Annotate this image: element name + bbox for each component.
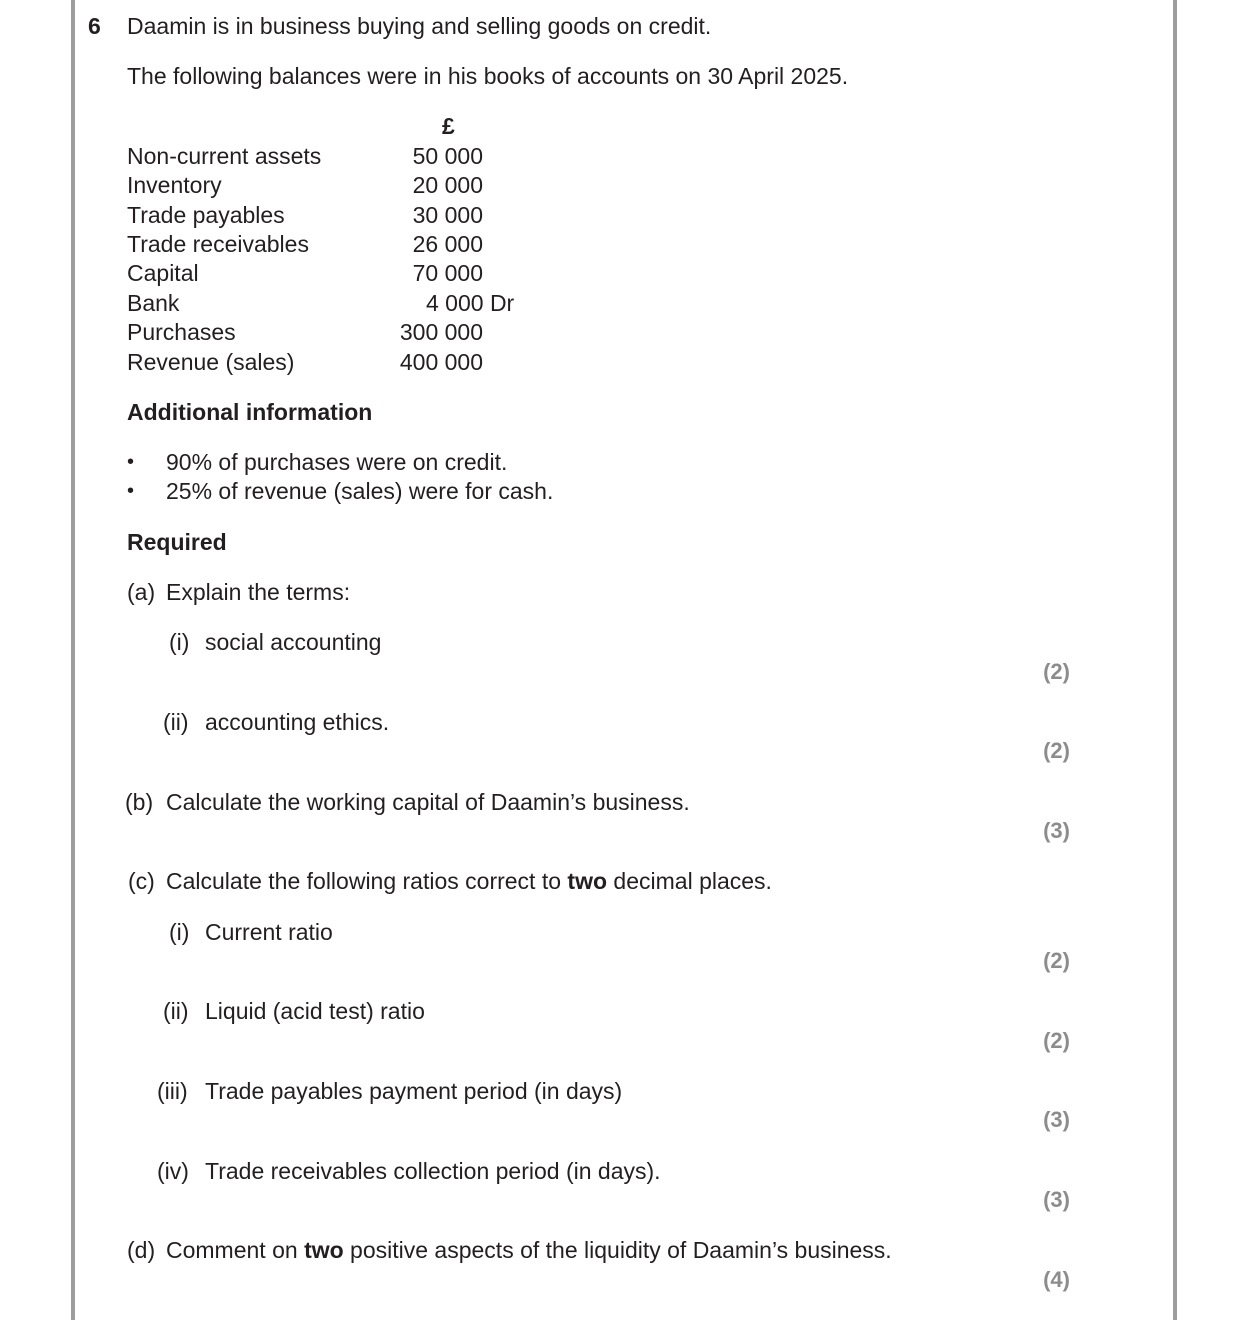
part-d-text-bold: two [304, 1237, 344, 1263]
part-c-ii-label: (ii) [163, 998, 189, 1024]
bullet-icon: • [127, 480, 135, 502]
part-c-i-label: (i) [169, 919, 190, 945]
part-b-marks: (3) [1043, 818, 1070, 843]
question-intro: Daamin is in business buying and selling goods on credit. [127, 13, 712, 39]
bullet-item: 90% of purchases were on credit. [166, 449, 508, 475]
part-d-text-after: positive aspects of the liquidity of Daamin’s business. [343, 1237, 892, 1263]
part-d-marks: (4) [1043, 1267, 1070, 1292]
part-c-iii-marks: (3) [1043, 1107, 1070, 1132]
left-margin-rule [71, 0, 75, 1320]
balance-amount: 50 000 [412, 143, 483, 169]
balance-amount: 400 000 [399, 349, 483, 375]
part-a-i-label: (i) [169, 629, 190, 655]
question-number: 6 [88, 13, 101, 39]
part-c-iii-text: Trade payables payment period (in days) [205, 1078, 623, 1104]
balance-label: Bank [127, 290, 180, 316]
part-b-label: (b) [125, 789, 154, 815]
part-c-iii-label: (iii) [157, 1078, 188, 1104]
balance-label: Trade payables [127, 202, 285, 228]
part-c-iv-text: Trade receivables collection period (in days). [205, 1158, 661, 1184]
part-c-text [166, 867, 772, 895]
part-a-ii-text: accounting ethics. [205, 709, 390, 735]
part-a-i-marks: (2) [1043, 659, 1070, 684]
part-c-i-text: Current ratio [205, 919, 333, 945]
bullet-item: 25% of revenue (sales) were for cash. [166, 478, 554, 504]
part-a-ii-label: (ii) [163, 709, 189, 735]
part-d-text [166, 1236, 892, 1264]
balance-amount: 20 000 [412, 172, 483, 198]
required-heading: Required [127, 529, 227, 555]
part-d-label: (d) [127, 1237, 156, 1263]
part-c-text-bold: two [567, 868, 608, 894]
part-b-text: Calculate the working capital of Daamin’s business. [166, 789, 690, 815]
part-a-label: (a) [127, 579, 156, 605]
balance-amount: 4 000 Dr [426, 290, 515, 316]
part-d-text-before: Comment on [166, 1237, 305, 1263]
additional-info-heading: Additional information [127, 399, 373, 425]
part-c-text-after: decimal places. [607, 868, 772, 894]
balance-amount: 70 000 [412, 260, 483, 286]
part-c-label: (c) [128, 868, 155, 894]
balance-label: Purchases [127, 319, 236, 345]
right-margin-rule [1173, 0, 1177, 1320]
bullet-icon: • [127, 451, 135, 473]
part-a-i-text: social accounting [205, 629, 382, 655]
balance-amount: 300 000 [399, 319, 483, 345]
part-c-text-before: Calculate the following ratios correct to [166, 868, 568, 894]
part-c-ii-marks: (2) [1043, 1028, 1070, 1053]
balance-amount: 26 000 [412, 231, 483, 257]
part-a-ii-marks: (2) [1043, 738, 1070, 763]
balance-label: Revenue (sales) [127, 349, 295, 375]
part-c-ii-text: Liquid (acid test) ratio [205, 998, 425, 1024]
balance-label: Non-current assets [127, 143, 322, 169]
part-c-iv-marks: (3) [1043, 1187, 1070, 1212]
balance-label: Capital [127, 260, 199, 286]
part-a-text: Explain the terms: [166, 579, 351, 605]
part-c-iv-label: (iv) [157, 1158, 189, 1184]
balances-intro: The following balances were in his books of accounts on 30 April 2025. [127, 63, 849, 89]
balance-amount: 30 000 [412, 202, 483, 228]
balance-label: Trade receivables [127, 231, 309, 257]
part-c-i-marks: (2) [1043, 948, 1070, 973]
balance-label: Inventory [127, 172, 222, 198]
currency-header: £ [442, 113, 455, 139]
